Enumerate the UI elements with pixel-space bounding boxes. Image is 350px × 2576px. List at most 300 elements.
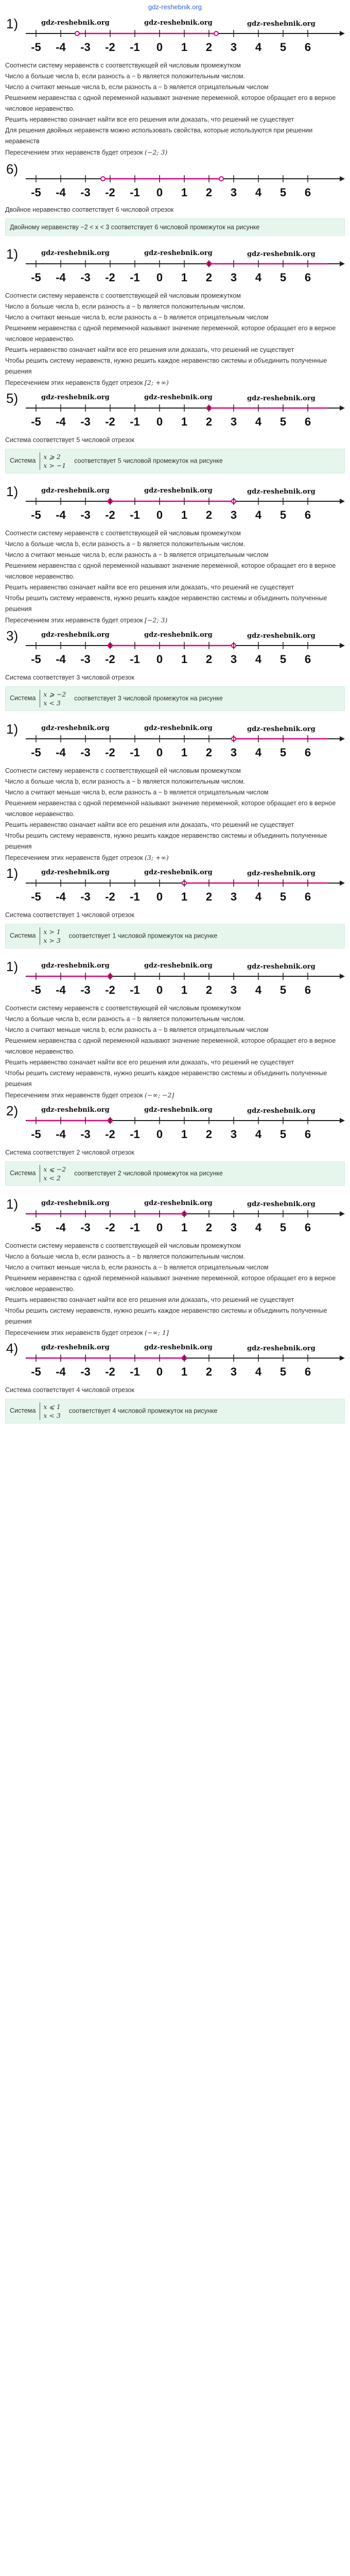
tick-label: 2	[205, 41, 213, 54]
text-rule-system: Чтобы решить систему неравенств, нужно решить каждое неравенство системы и объединить полученные решения	[5, 1070, 327, 1088]
tick-label: -1	[130, 41, 140, 54]
watermark: gdz-reshebnik.org	[247, 725, 316, 733]
tick-label: -2	[105, 746, 115, 759]
number-line	[5, 719, 345, 766]
tick-label: 3	[230, 890, 237, 903]
tick-label: -3	[80, 1365, 91, 1378]
system-row: x > 1	[43, 928, 61, 936]
text-rule-double: Для решения двойных неравенств можно использовать свойства, которые используются при решении неравенств	[5, 127, 313, 145]
number-line	[5, 1101, 345, 1147]
tick-label: 5	[279, 186, 287, 199]
system-prefix: Система	[10, 1170, 36, 1177]
system-row: x < 3	[43, 1412, 61, 1419]
tick-label: 3	[230, 1365, 237, 1378]
intersection-line	[5, 1327, 345, 1338]
answer-box	[5, 924, 345, 948]
watermark: gdz-reshebnik.org	[247, 488, 316, 496]
system-prefix: Система	[10, 457, 36, 465]
tick-label: -2	[105, 653, 115, 666]
tick-label: 0	[156, 984, 163, 996]
tick-label: -1	[130, 1365, 140, 1378]
answer-text: соответствует 5 числовой промежуток на рисунке	[74, 457, 223, 465]
system-of-inequalities	[40, 927, 63, 945]
tick-label: 4	[255, 653, 262, 666]
intersection-prefix: Пересечением этих неравенств будет отрезок	[5, 1329, 143, 1336]
tick-label: 6	[304, 1221, 311, 1234]
tick-label: 0	[156, 271, 163, 284]
section-label: 5)	[6, 391, 19, 406]
tick-label: -5	[31, 186, 41, 199]
text-solve-intro: Соотнести систему неравенств с соответствующей ей числовым промежутком	[5, 530, 241, 537]
watermark: gdz-reshebnik.org	[144, 394, 213, 401]
tick-label: 3	[230, 186, 237, 199]
tick-label: -2	[105, 984, 115, 996]
tick-label: 6	[304, 186, 311, 199]
tick-label: 6	[304, 41, 311, 54]
tick-label: -2	[105, 1128, 115, 1141]
tick-label: -5	[31, 1221, 41, 1234]
tick-label: -1	[130, 890, 140, 903]
intersection-value: (3; +∞)	[145, 854, 169, 861]
tick-label: 1	[181, 415, 188, 428]
tick-label: -5	[31, 890, 41, 903]
answer-box	[5, 1399, 345, 1423]
tick-label: 0	[156, 1365, 163, 1378]
text-rule-less: Число a считают меньше числа b, если разность a − b является отрицательным числом	[5, 1264, 269, 1271]
intersection-prefix: Пересечением этих неравенств будет отрезок	[5, 1092, 143, 1099]
system-row: x > 3	[43, 937, 61, 944]
intersection-value: [−2; 3)	[145, 616, 168, 624]
tick-label: -4	[56, 1221, 66, 1234]
number-line-svg	[5, 14, 345, 60]
tick-label: -2	[105, 1365, 115, 1378]
tick-label: 5	[279, 653, 287, 666]
text-rule-solve: Решить неравенство означает найти все его решения или доказать, что решений не существует	[5, 1296, 294, 1303]
section-4	[5, 719, 345, 948]
tick-label: -4	[56, 41, 66, 54]
watermark: gdz-reshebnik.org	[144, 962, 213, 970]
text-rule-system: Чтобы решить систему неравенств, нужно решить каждое неравенство системы и объединить полученные решения	[5, 357, 327, 375]
tick-label: -3	[80, 984, 91, 996]
text-solve-intro: Соотнести систему неравенств с соответствующей ей числовым промежутком	[5, 62, 241, 69]
watermark: gdz-reshebnik.org	[41, 487, 110, 495]
tick-label: -2	[105, 890, 115, 903]
text-rule-less: Число a считают меньше числа b, если разность a − b является отрицательным числом	[5, 83, 269, 91]
tick-label: 1	[181, 1128, 188, 1141]
number-line-svg	[5, 863, 345, 910]
tick-label: -1	[130, 653, 140, 666]
tick-label: 3	[230, 653, 237, 666]
intersection-line	[5, 615, 345, 626]
tick-label: 3	[230, 271, 237, 284]
tick-label: 1	[181, 746, 188, 759]
watermark: gdz-reshebnik.org	[247, 963, 316, 971]
text-rule-greater: Число a больше числа b, если разность a − b является положительным числом.	[5, 540, 246, 548]
tick-label: -5	[31, 41, 41, 54]
text-rule-solution: Решением неравенства с одной переменной называют значение переменной, которое обращает его в верное числовое неравенство.	[5, 562, 336, 580]
watermark: gdz-reshebnik.org	[144, 19, 213, 27]
intersection-prefix: Пересечением этих неравенств будет отрезок	[5, 617, 143, 624]
tick-label: 1	[181, 1221, 188, 1234]
text-rule-solve: Решить неравенство означает найти все его решения или доказать, что решений не существует	[5, 346, 294, 353]
tick-label: -4	[56, 186, 66, 199]
tick-label: 3	[230, 1221, 237, 1234]
tick-label: 3	[230, 41, 237, 54]
tick-label: -4	[56, 890, 66, 903]
watermark: gdz-reshebnik.org	[41, 962, 110, 970]
watermark: gdz-reshebnik.org	[144, 724, 213, 732]
answer-text: соответствует 1 числовой промежуток на рисунке	[68, 932, 218, 940]
tick-label: -3	[80, 271, 91, 284]
tick-label: 6	[304, 509, 311, 521]
tick-label: -1	[130, 271, 140, 284]
answer-box	[5, 1161, 345, 1186]
intersection-prefix: Пересечением этих неравенств будет отрезок	[5, 379, 143, 386]
tick-label: -2	[105, 186, 115, 199]
watermark: gdz-reshebnik.org	[144, 1344, 213, 1351]
tick-label: 6	[304, 271, 311, 284]
answer-line-1	[5, 158, 345, 205]
text-rule-solution: Решением неравенства с одной переменной называют значение переменной, которое обращает его в верное числовое неравенство.	[5, 1037, 336, 1055]
text-rule-solution: Решением неравенства с одной переменной называют значение переменной, которое обращает его в верное числовое неравенство.	[5, 94, 336, 112]
intersection-prefix: Пересечением этих неравенств будет отрезок	[5, 149, 143, 156]
tick-label: 2	[205, 509, 213, 521]
answer-label: 6)	[6, 161, 19, 177]
section-label: 4)	[6, 1341, 19, 1356]
text-rule-less: Число a считают меньше числа b, если разность a − b является отрицательным числом	[5, 314, 269, 321]
tick-label: -5	[31, 271, 41, 284]
tick-label: 1	[181, 41, 188, 54]
watermark: gdz-reshebnik.org	[247, 20, 316, 28]
watermark: gdz-reshebnik.org	[247, 250, 316, 258]
tick-label: 4	[255, 41, 262, 54]
tick-label: 2	[205, 890, 213, 903]
section-1	[5, 14, 345, 236]
tick-label: 3	[230, 1128, 237, 1141]
watermark: gdz-reshebnik.org	[144, 631, 213, 639]
tick-label: -5	[31, 653, 41, 666]
system-prefix: Система	[10, 932, 36, 940]
answer-box: Двойному неравенству −2 < x < 3 соответствует 6 числовой промежуток на рисунке	[5, 218, 345, 236]
answer-text: соответствует 2 числовой промежуток на рисунке	[74, 1170, 223, 1177]
number-line-svg	[5, 626, 345, 672]
intersection-line	[5, 377, 345, 388]
text-rule-solve: Решить неравенство означает найти все его решения или доказать, что решений не существует	[5, 821, 294, 828]
tick-label: 1	[181, 186, 188, 199]
tick-label: 4	[255, 509, 262, 521]
tick-label: -4	[56, 415, 66, 428]
tick-label: 6	[304, 890, 311, 903]
number-line	[5, 1194, 345, 1241]
tick-label: -5	[31, 1128, 41, 1141]
section-3	[5, 482, 345, 711]
pre-answer: Система соответствует 4 числовой отрезок	[5, 1386, 134, 1394]
number-line-svg	[5, 957, 345, 1003]
watermark: gdz-reshebnik.org	[41, 1199, 110, 1207]
tick-label: -3	[80, 186, 91, 199]
text-solve-intro: Соотнести систему неравенств с соответствующей ей числовым промежутком	[5, 1005, 241, 1012]
tick-label: -5	[31, 415, 41, 428]
tick-label: 4	[255, 1128, 262, 1141]
tick-label: -5	[31, 984, 41, 996]
tick-label: -1	[130, 509, 140, 521]
tick-label: 2	[205, 1128, 213, 1141]
tick-label: 1	[181, 509, 188, 521]
tick-label: 0	[156, 509, 163, 521]
number-line-svg	[5, 1194, 345, 1241]
tick-label: 3	[230, 984, 237, 996]
tick-label: 2	[205, 746, 213, 759]
tick-label: -1	[130, 415, 140, 428]
tick-label: -4	[56, 984, 66, 996]
tick-label: -1	[130, 1221, 140, 1234]
pre-answer: Система соответствует 3 числовой отрезок	[5, 674, 134, 681]
tick-label: 5	[279, 41, 287, 54]
tick-label: -4	[56, 653, 66, 666]
tick-label: -3	[80, 1128, 91, 1141]
text-rule-system: Чтобы решить систему неравенств, нужно решить каждое неравенство системы и объединить полученные решения	[5, 1307, 327, 1325]
pre-answer: Система соответствует 1 числовой отрезок	[5, 911, 134, 919]
tick-label: 3	[230, 415, 237, 428]
tick-label: 4	[255, 984, 262, 996]
tick-label: 5	[279, 415, 287, 428]
watermark: gdz-reshebnik.org	[247, 632, 316, 640]
watermark: gdz-reshebnik.org	[41, 1344, 110, 1351]
intersection-value: (−∞; 1]	[145, 1329, 169, 1336]
tick-label: 6	[304, 984, 311, 996]
system-row: x > −1	[43, 462, 66, 469]
tick-label: 2	[205, 271, 213, 284]
tick-label: 4	[255, 1221, 262, 1234]
tick-label: 2	[205, 415, 213, 428]
tick-label: 6	[304, 653, 311, 666]
system-of-inequalities	[40, 1402, 63, 1420]
section-2	[5, 244, 345, 473]
tick-label: 2	[205, 984, 213, 996]
system-of-inequalities	[40, 452, 69, 470]
tick-label: 6	[304, 1365, 311, 1378]
tick-label: 0	[156, 41, 163, 54]
site-link[interactable]: gdz-reshebnik.org	[148, 3, 202, 11]
tick-label: -4	[56, 1365, 66, 1378]
tick-label: -1	[130, 984, 140, 996]
text-rule-greater: Число a больше числа b, если разность a − b является положительным числом.	[5, 1253, 246, 1260]
text-rule-less: Число a считают меньше числа b, если разность a − b является отрицательным числом	[5, 551, 269, 558]
tick-label: 5	[279, 1365, 287, 1378]
pre-answer: Система соответствует 5 числовой отрезок	[5, 436, 134, 444]
tick-label: 4	[255, 746, 262, 759]
intersection-value: (−∞; −2]	[145, 1091, 174, 1099]
tick-label: 2	[205, 186, 213, 199]
number-line	[5, 957, 345, 1003]
watermark: gdz-reshebnik.org	[41, 869, 110, 876]
tick-label: 1	[181, 1365, 188, 1378]
tick-label: 2	[205, 1365, 213, 1378]
tick-label: 6	[304, 415, 311, 428]
tick-label: 0	[156, 1128, 163, 1141]
tick-label: -2	[105, 509, 115, 521]
text-solve-intro: Соотнести систему неравенств с соответствующей ей числовым промежутком	[5, 767, 241, 774]
intersection-line	[5, 852, 345, 863]
tick-label: -3	[80, 415, 91, 428]
tick-label: -2	[105, 41, 115, 54]
tick-label: 4	[255, 890, 262, 903]
tick-label: 4	[255, 415, 262, 428]
intersection-line	[5, 147, 345, 158]
system-row: x < 3	[43, 699, 61, 707]
tick-label: 6	[304, 1128, 311, 1141]
sections-container	[5, 244, 345, 1423]
watermark: gdz-reshebnik.org	[247, 1107, 316, 1115]
tick-label: 5	[279, 509, 287, 521]
text-rule-system: Чтобы решить систему неравенств, нужно решить каждое неравенство системы и объединить полученные решения	[5, 595, 327, 613]
tick-label: 5	[279, 746, 287, 759]
tick-label: 2	[205, 653, 213, 666]
intersection-line	[5, 1090, 345, 1101]
watermark: gdz-reshebnik.org	[247, 395, 316, 402]
watermark: gdz-reshebnik.org	[41, 1106, 110, 1114]
tick-label: -3	[80, 653, 91, 666]
watermark: gdz-reshebnik.org	[144, 1106, 213, 1114]
section-label: 1)	[6, 16, 19, 31]
system-row: x < 2	[43, 1174, 61, 1182]
number-line-svg	[5, 1338, 345, 1385]
system-row: x ⩾ 2	[43, 453, 61, 461]
number-line	[5, 626, 345, 672]
intersection-value: [2; +∞)	[145, 379, 169, 386]
tick-label: -3	[80, 1221, 91, 1234]
system-of-inequalities	[40, 1165, 69, 1182]
answer-line-svg	[5, 158, 345, 205]
watermark: gdz-reshebnik.org	[247, 870, 316, 877]
watermark: gdz-reshebnik.org	[247, 1345, 316, 1352]
number-line-svg	[5, 482, 345, 528]
intersection-prefix: Пересечением этих неравенств будет отрезок	[5, 854, 143, 861]
section-label: 1)	[6, 484, 19, 499]
text-rule-solve: Решить неравенство означает найти все его решения или доказать, что решений не существует	[5, 116, 294, 123]
number-line	[5, 388, 345, 435]
text-rule-system: Чтобы решить систему неравенств, нужно решить каждое неравенство системы и объединить полученные решения	[5, 832, 327, 850]
system-of-inequalities	[40, 690, 69, 707]
tick-label: -1	[130, 746, 140, 759]
tick-label: -4	[56, 509, 66, 521]
number-line-1	[5, 14, 345, 60]
tick-label: 3	[230, 509, 237, 521]
number-line	[5, 863, 345, 910]
number-line-svg	[5, 719, 345, 766]
answer-box	[5, 686, 345, 711]
tick-label: 1	[181, 984, 188, 996]
number-line	[5, 1338, 345, 1385]
tick-label: -5	[31, 509, 41, 521]
section-label: 1)	[6, 1196, 19, 1212]
tick-label: 5	[279, 890, 287, 903]
text-solve-intro: Соотнести систему неравенств с соответствующей ей числовым промежутком	[5, 1242, 241, 1249]
tick-label: -5	[31, 1365, 41, 1378]
text-rule-greater: Число a больше числа b, если разность a − b является положительным числом.	[5, 303, 246, 310]
section-label: 1)	[6, 246, 19, 262]
tick-label: 1	[181, 271, 188, 284]
tick-label: 0	[156, 653, 163, 666]
watermark: gdz-reshebnik.org	[247, 1200, 316, 1208]
tick-label: 5	[279, 984, 287, 996]
tick-label: -2	[105, 415, 115, 428]
watermark: gdz-reshebnik.org	[144, 869, 213, 876]
tick-label: 6	[304, 746, 311, 759]
text-rule-greater: Число a больше числа b, если разность a − b является положительным числом.	[5, 73, 246, 80]
watermark: gdz-reshebnik.org	[144, 487, 213, 495]
tick-label: 1	[181, 890, 188, 903]
tick-label: 1	[181, 653, 188, 666]
number-line-svg	[5, 388, 345, 435]
watermark: gdz-reshebnik.org	[41, 249, 110, 257]
system-prefix: Система	[10, 1407, 36, 1415]
watermark: gdz-reshebnik.org	[41, 724, 110, 732]
tick-label: 4	[255, 186, 262, 199]
text-rule-solve: Решить неравенство означает найти все его решения или доказать, что решений не существует	[5, 584, 294, 591]
tick-label: -3	[80, 890, 91, 903]
tick-label: -4	[56, 746, 66, 759]
tick-label: 0	[156, 1221, 163, 1234]
number-line-svg	[5, 244, 345, 291]
tick-label: -2	[105, 271, 115, 284]
text-rule-greater: Число a больше числа b, если разность a − b является положительным числом.	[5, 778, 246, 785]
section-6	[5, 1194, 345, 1423]
text-rule-less: Число a считают меньше числа b, если разность a − b является отрицательным числом	[5, 789, 269, 796]
section-label: 3)	[6, 628, 19, 643]
section-label: 1)	[6, 866, 19, 881]
number-line	[5, 482, 345, 528]
text-rule-solution: Решением неравенства с одной переменной называют значение переменной, которое обращает его в верное числовое неравенство.	[5, 1275, 336, 1293]
text-solve-intro: Соотнести систему неравенств с соответствующей ей числовым промежутком	[5, 292, 241, 299]
tick-label: 5	[279, 1128, 287, 1141]
tick-label: 2	[205, 1221, 213, 1234]
system-prefix: Система	[10, 694, 36, 702]
tick-label: -4	[56, 1128, 66, 1141]
section-5	[5, 957, 345, 1186]
tick-label: 4	[255, 271, 262, 284]
watermark: gdz-reshebnik.org	[41, 19, 110, 27]
text-rule-solve: Решить неравенство означает найти все его решения или доказать, что решений не существует	[5, 1059, 294, 1066]
system-row: x ⩽ 1	[43, 1403, 61, 1411]
text-rule-greater: Число a больше числа b, если разность a − b является положительным числом.	[5, 1015, 246, 1023]
text-rule-solution: Решением неравенства с одной переменной называют значение переменной, которое обращает его в верное числовое неравенство.	[5, 325, 336, 343]
tick-label: -3	[80, 41, 91, 54]
answer-text: соответствует 4 числовой промежуток на рисунке	[68, 1407, 218, 1415]
section-label: 1)	[6, 721, 19, 737]
text-rule-solution: Решением неравенства с одной переменной называют значение переменной, которое обращает его в верное числовое неравенство.	[5, 800, 336, 818]
answer-text: соответствует 3 числовой промежуток на рисунке	[74, 694, 223, 702]
watermark: gdz-reshebnik.org	[41, 394, 110, 401]
pre-answer: Система соответствует 2 числовой отрезок	[5, 1149, 134, 1156]
system-row: x ⩾ −2	[43, 690, 66, 698]
tick-label: 5	[279, 271, 287, 284]
section-label: 2)	[6, 1103, 19, 1118]
system-row: x ⩽ −2	[43, 1165, 66, 1173]
watermark: gdz-reshebnik.org	[144, 1199, 213, 1207]
number-line-svg	[5, 1101, 345, 1147]
tick-label: -1	[130, 1128, 140, 1141]
tick-label: -5	[31, 746, 41, 759]
tick-label: -4	[56, 271, 66, 284]
tick-label: 0	[156, 186, 163, 199]
tick-label: 0	[156, 415, 163, 428]
tick-label: 5	[279, 1221, 287, 1234]
tick-label: -3	[80, 509, 91, 521]
text-rule-less: Число a считают меньше числа b, если разность a − b является отрицательным числом	[5, 1026, 269, 1033]
number-line	[5, 244, 345, 291]
section-label: 1)	[6, 959, 19, 974]
